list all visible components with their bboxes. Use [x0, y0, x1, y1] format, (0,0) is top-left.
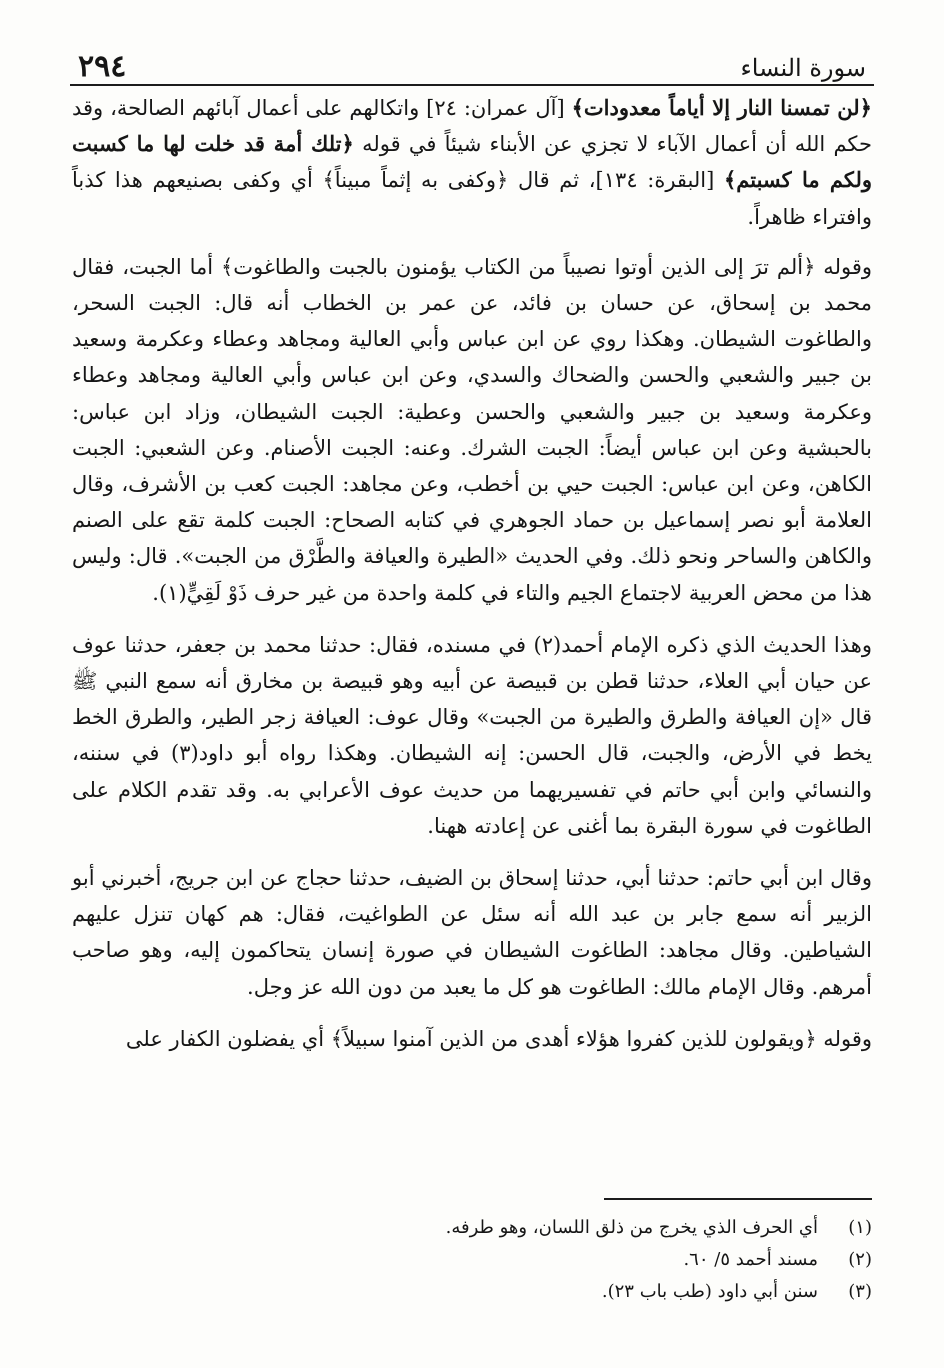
footnotes	[112, 1212, 872, 1308]
page-header	[78, 30, 866, 86]
paragraph-1	[72, 90, 872, 235]
footnote-number: (٢)	[848, 1249, 872, 1270]
paragraph-2	[72, 249, 872, 611]
main-text	[72, 90, 872, 1073]
text-segment: وقال ابن أبي حاتم: حدثنا أبي، حدثنا إسحاق بن الضيف، حدثنا حجاج عن ابن جريج، أخبرني أبو الزبير أنه سمع جابر بن عبد الله أنه سئل عن الطواغيت، فقال: هم كهان تنزل عليهم الشياطين. وقال مجاهد: الطاغوت الشيطان في صورة إنسان يتحاكمون إليه، وهو صاحب أمرهم. وقال الإمام مالك: الطاغوت هو كل ما يعبد من دون الله عز وجل.	[72, 866, 872, 999]
page-number: ٢٩٤	[78, 49, 127, 84]
footnote-text: أي الحرف الذي يخرج من ذلق اللسان، وهو طرفه.	[445, 1217, 818, 1238]
paragraph-5	[72, 1021, 872, 1057]
footnote-number: (١)	[848, 1217, 872, 1238]
footnote-item	[112, 1212, 872, 1244]
text-segment: وهذا الحديث الذي ذكره الإمام أحمد(٢) في مسنده، فقال: حدثنا محمد بن جعفر، حدثنا عوف عن حيان أبي العلاء، حدثنا قطن بن قبيصة عن أبيه وهو قبيصة بن مخارق أنه سمع النبي ﷺ قال «إن العيافة والطرق والطيرة من الجبت» وقال عوف: العيافة زجر الطير، والطرق الخط يخط في الأرض، والجبت، قال الحسن: إنه الشيطان. وهكذا رواه أبو داود(٣) في سننه، والنسائي وابن أبي حاتم في تفسيريهما من حديث عوف الأعرابي به. وقد تقدم الكلام على الطاغوت في سورة البقرة بما أغنى عن إعادته ههنا.	[72, 632, 872, 838]
footnote-text: مسند أحمد ٥/ ٦٠.	[683, 1249, 818, 1270]
quranic-quote: ﴿لن تمسنا النار إلا أياماً معدودات﴾	[571, 95, 872, 120]
footnote-item	[112, 1244, 872, 1276]
text-segment: [البقرة: ١٣٤]، ثم قال ﴿وكفى به إثماً مبيناً﴾ أي وكفى بصنيعهم هذا كذباً وافتراء ظاهراً.	[72, 168, 872, 229]
paragraph-4	[72, 860, 872, 1005]
footnote-item	[112, 1276, 872, 1308]
text-segment: [آل عمران: ٢٤] واتكالهم على أعمال آبائهم الصالحة، وقد حكم الله أن أعمال الآباء لا تجزي عن الأبناء شيئاً في قوله	[72, 96, 872, 157]
quranic-quote: ﴿تلك أمة قد خلت لها ما كسبت ولكم ما كسبتم﴾	[72, 131, 872, 193]
text-segment: وقوله ﴿ألم ترَ إلى الذين أوتوا نصيباً من الكتاب يؤمنون بالجبت والطاغوت﴾ أما الجبت، فقال محمد بن إسحاق، عن حسان بن فائد، عن عمر بن الخطاب أنه قال: الجبت السحر، والطاغوت الشيطان. وهكذا روي عن ابن عباس وأبي العالية ومجاهد وعطاء وعكرمة وسعيد بن جبير والشعبي والحسن والضحاك والسدي، وعن ابن عباس وأبي العالية ومجاهد وعطاء وعكرمة وسعيد بن جبير والشعبي والحسن وعطية: الجبت الشيطان، وزاد ابن عباس: بالحبشية وعن ابن عباس أيضاً: الجبت الشرك. وعنه: الجبت الأصنام. وعن الشعبي: الجبت الكاهن، وعن ابن عباس: الجبت حيي بن أخطب، وعن مجاهد: الجبت كعب بن الأشرف، وقال العلامة أبو نصر إسماعيل بن حماد الجوهري في كتابه الصحاح: الجبت كلمة تقع على الصنم والكاهن والساحر ونحو ذلك. وفي الحديث «الطيرة والعيافة والطَّرْق من الجبت». قال: وليس هذا من محض العربية لاجتماع الجيم والتاء في كلمة واحدة من غير حرف ذَوْ لَقِيٍّ(١).	[72, 254, 872, 605]
footnote-text: سنن أبي داود (طب باب ٢٣).	[601, 1281, 818, 1302]
header-rule	[70, 84, 874, 86]
footnote-rule	[604, 1198, 872, 1200]
running-title: سورة النساء	[740, 54, 866, 82]
text-segment: وقوله ﴿ويقولون للذين كفروا هؤلاء أهدى من الذين آمنوا سبيلاً﴾ أي يفضلون الكفار على	[125, 1026, 872, 1051]
paragraph-3	[72, 627, 872, 844]
footnote-number: (٣)	[848, 1281, 872, 1302]
